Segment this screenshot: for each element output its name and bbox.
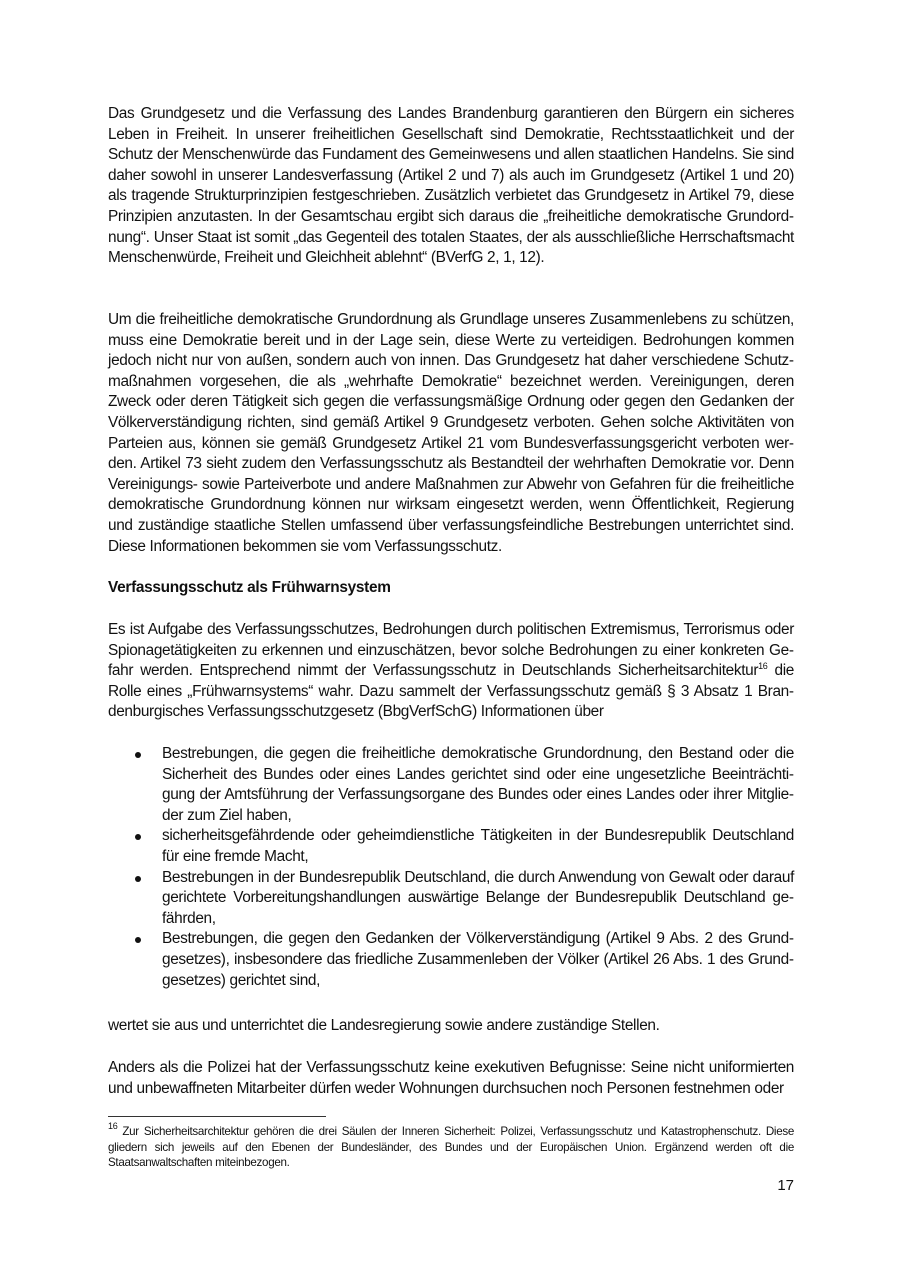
paragraph-fruehwarnsystem-end: die Rolle eines „Frühwarnsystems“ wahr. Dazu sammelt der Verfassungsschutz gemäß § 3 Absatz 1 Brandenburgisches Verfassungsschutzgesetz (BbgVerfSchG) Informationen über [108,662,794,721]
list-item-text: Bestrebungen, die gegen die freiheitliche demokratische Grundordnung, den Bestand oder die Sicherheit des Bundes oder eines Landes gerichtet sind oder eine ungesetzliche Beeinträchtigung der Amtsführung der Verfassungsorgane des Bundes oder eines Landes oder ihrer Mitglieder zum Ziel haben, [162,745,794,824]
bullet-icon [135,876,141,882]
list-item [108,929,794,991]
list-item [108,744,794,826]
bullet-list [108,744,794,991]
paragraph-fruehwarnsystem [108,620,794,723]
bullet-icon [135,834,141,840]
footnote-divider [108,1116,326,1117]
list-item-text: sicherheitsgefährdende oder geheimdienstliche Tätigkeiten in der Bundesrepublik Deutschland für eine fremde Macht, [162,827,794,865]
footnote-reference: 16 [758,661,768,672]
list-item [108,826,794,867]
paragraph-wehrhafte-demokratie: Um die freiheitliche demokratische Grundordnung als Grundlage unseres Zusammenlebens zu schützen, muss eine Demokratie bereit und in der Lage sein, diese Werte zu verteidigen. Bedrohungen kommen jedoch nicht nur von außen, sondern auch von innen. Das Grundgesetz hat daher verschiedene Schutzmaßnahmen vorgesehen, die als „wehrhafte Demokratie“ bezeichnet werden. Vereinigungen, deren Zweck oder deren Tätigkeit sich gegen die verfassungsmäßige Ordnung oder gegen den Gedanken der Völkerverständigung richten, sind gemäß Artikel 9 Grundgesetz verboten. Gehen solche Aktivitäten von Parteien aus, können sie gemäß Grundgesetz Artikel 21 vom Bundesverfassungsgericht verboten werden. Artikel 73 sieht zudem den Verfassungsschutz als Bestandteil der wehrhaften Demokratie vor. Denn Vereinigungs- sowie Parteiverbote und andere Maßnahmen zur Abwehr von Gefahren für die freiheitliche demokratische Grundordnung können nur wirksam eingesetzt werden, wenn Öffentlichkeit, Regierung und zuständige staatliche Stellen umfassend über verfassungsfeindliche Bestrebungen unterrichtet sind. Diese Informationen bekommen sie vom Verfassungsschutz. [108,311,794,555]
list-item [108,868,794,930]
list-item-text: Bestrebungen in der Bundesrepublik Deutschland, die durch Anwendung von Gewalt oder darauf gerichtete Vorbereitungshandlungen auswärtige Belange der Bundesrepublik Deutschland gefährden, [162,868,794,927]
paragraph-fruehwarnsystem-start: Es ist Aufgabe des Verfassungsschutzes, Bedrohungen durch politischen Extremismus, Terrorismus oder Spionagetätigkeiten zu erkennen und einzuschätzen, bevor solche Bedrohungen zu einer konkreten Gefahr werden. Entsprechend nimmt der Verfassungsschutz in Deutschlands Sicherheitsarchitektur [108,621,794,680]
bullet-icon [135,752,141,758]
bullet-icon [135,937,141,943]
section-heading: Verfassungsschutz als Frühwarnsystem [108,579,391,596]
paragraph-befugnisse: Anders als die Polizei hat der Verfassungsschutz keine exekutiven Befugnisse: Seine nicht uniformierten und unbewaffneten Mitarbeiter dürfen weder Wohnungen durchsuchen noch Personen festnehmen oder [108,1059,794,1097]
footnote [108,1121,794,1171]
footnote-text: Zur Sicherheitsarchitektur gehören die drei Säulen der Inneren Sicherheit: Polizei, Verfassungsschutz und Katastrophenschutz. Diese gliedern sich jeweils auf den Ebenen der Bundesländer, des Bundes und der Europäischen Union. Ergänzend werden oft die Staatsanwaltschaften miteinbezogen. [108,1125,794,1170]
page-number: 17 [777,1177,794,1194]
paragraph-auswertung: wertet sie aus und unterrichtet die Landesregierung sowie andere zuständige Stellen. [108,1017,660,1034]
footnote-number: 16 [108,1121,118,1131]
list-item-text: Bestrebungen, die gegen den Gedanken der Völkerverständigung (Artikel 9 Abs. 2 des Grundgesetzes), insbesondere das friedliche Zusammenleben der Völker (Artikel 26 Abs. 1 des Grundgesetzes) gerichtet sind, [162,930,794,989]
paragraph-intro: Das Grundgesetz und die Verfassung des Landes Brandenburg garantieren den Bürgern ein sicheres Leben in Freiheit. In unserer freiheitlichen Gesellschaft sind Demokratie, Rechtsstaatlichkeit und der Schutz der Menschenwürde das Fundament des Gemeinwesens und allen staatlichen Handelns. Sie sind daher sowohl in unserer Landesverfassung (Artikel 2 und 7) als auch im Grundgesetz (Artikel 1 und 20) als tragende Strukturprinzipien festgeschrieben. Zusätzlich verbietet das Grundgesetz in Artikel 79, diese Prinzipien anzutasten. In der Gesamtschau ergibt sich daraus die „freiheitliche demokratische Grundordnung“. Unser Staat ist somit „das Gegenteil des totalen Staates, der als ausschließliche Herrschaftsmacht Menschenwürde, Freiheit und Gleichheit ablehnt“ (BVerfG 2, 1, 12). [108,105,794,267]
